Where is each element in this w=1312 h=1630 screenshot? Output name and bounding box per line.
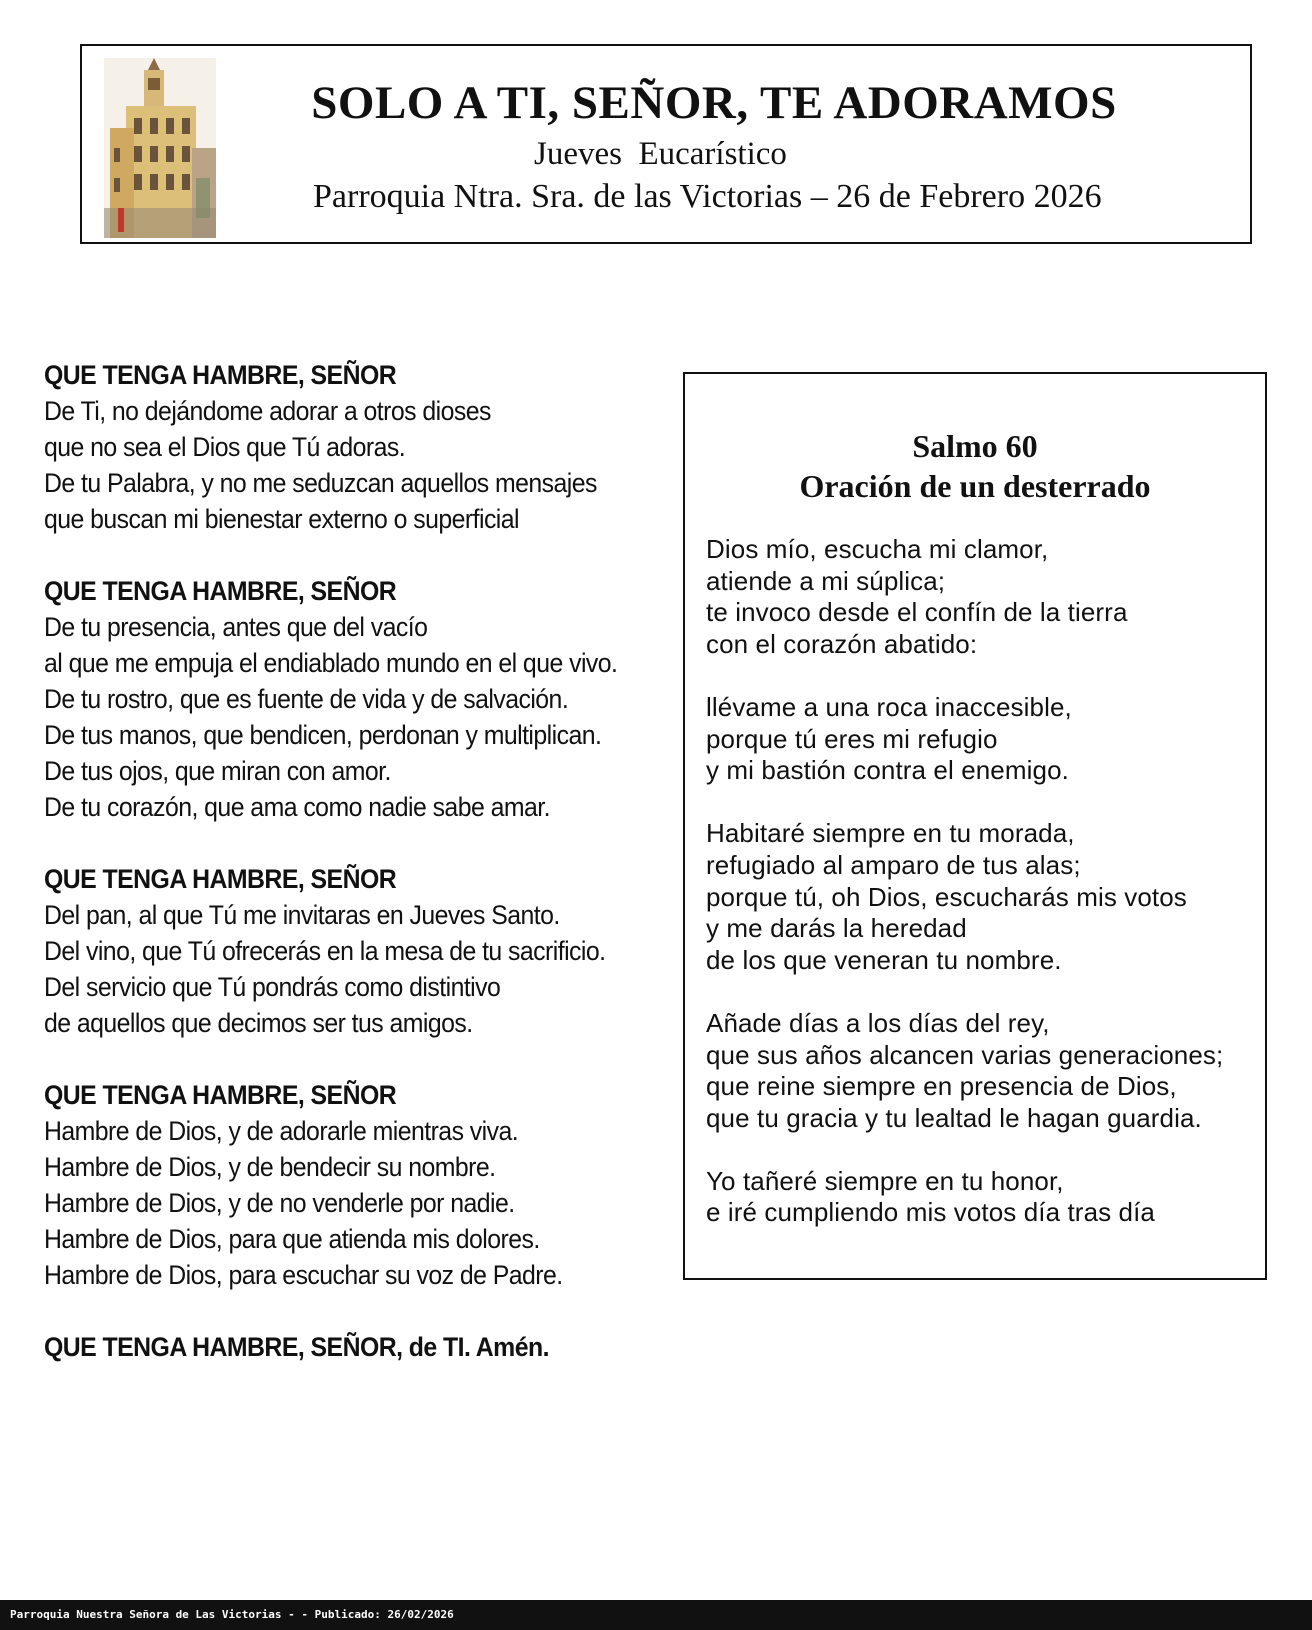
hymn-line: Del pan, al que Tú me invitaras en Jueves Santo. xyxy=(44,900,560,930)
hymn-section xyxy=(44,357,633,1365)
footer-bar: Parroquia Nuestra Señora de Las Victorias - - Publicado: 26/02/2026 xyxy=(0,1600,1312,1630)
hymn-line: De tus ojos, que miran con amor. xyxy=(44,756,391,786)
psalm-stanza xyxy=(706,1008,1265,1134)
psalm-line: e iré cumpliendo mis votos día tras día xyxy=(706,1197,1155,1228)
hymn-line: De tu presencia, antes que del vacío xyxy=(44,612,428,642)
psalm-line: con el corazón abatido: xyxy=(706,628,978,659)
psalm-line: Yo tañeré siempre en tu honor, xyxy=(706,1165,1064,1196)
hymn-line: de aquellos que decimos ser tus amigos. xyxy=(44,1008,473,1038)
hymn-line: De tus manos, que bendicen, perdonan y multiplican. xyxy=(44,720,602,750)
hymn-line: De Ti, no dejándome adorar a otros dioses xyxy=(44,396,491,426)
hymn-line: Hambre de Dios, y de bendecir su nombre. xyxy=(44,1152,496,1182)
psalm-line: de los que veneran tu nombre. xyxy=(706,944,1062,975)
psalm-stanza xyxy=(706,1166,1265,1229)
psalm-line: refugiado al amparo de tus alas; xyxy=(706,849,1081,880)
hymn-stanza xyxy=(44,1077,633,1293)
hymn-line: De tu rostro, que es fuente de vida y de salvación. xyxy=(44,684,569,714)
stanza-heading: QUE TENGA HAMBRE, SEÑOR xyxy=(44,360,397,390)
hymn-line: De tu Palabra, y no me seduzcan aquellos mensajes xyxy=(44,468,597,498)
psalm-line: porque tú, oh Dios, escucharás mis votos xyxy=(706,881,1187,912)
psalm-number: Salmo 60 xyxy=(912,428,1038,464)
hymn-line: Del vino, que Tú ofrecerás en la mesa de tu sacrificio. xyxy=(44,936,606,966)
psalm-stanza xyxy=(706,818,1265,976)
page-subtitle: Jueves Eucarístico xyxy=(534,136,787,172)
hymn-line: Del servicio que Tú pondrás como distintivo xyxy=(44,972,501,1002)
stanza-heading: QUE TENGA HAMBRE, SEÑOR xyxy=(44,864,397,894)
psalm-line: que reine siempre en presencia de Dios, xyxy=(706,1071,1177,1102)
hymn-line: Hambre de Dios, y de adorarle mientras viva. xyxy=(44,1116,519,1146)
hymn-line: que buscan mi bienestar externo o superficial xyxy=(44,504,520,534)
psalm-line: porque tú eres mi refugio xyxy=(706,723,998,754)
hymn-line: Hambre de Dios, y de no venderle por nadie. xyxy=(44,1188,515,1218)
psalm-subtitle: Oración de un desterrado xyxy=(799,468,1151,504)
parish-date-line: Parroquia Ntra. Sra. de las Victorias – 26 de Febrero 2026 xyxy=(313,178,1102,215)
page-title: SOLO A TI, SEÑOR, TE ADORAMOS xyxy=(311,77,1117,129)
header-box xyxy=(80,44,1252,244)
hymn-closing: QUE TENGA HAMBRE, SEÑOR, de TI. Amén. xyxy=(44,1332,549,1362)
hymn-line: al que me empuja el endiablado mundo en el que vivo. xyxy=(44,648,618,678)
psalm-stanza xyxy=(706,692,1265,787)
stanza-heading: QUE TENGA HAMBRE, SEÑOR xyxy=(44,1080,397,1110)
psalm-line: Dios mío, escucha mi clamor, xyxy=(706,534,1049,564)
hymn-stanza xyxy=(44,573,633,825)
psalm-line: y me darás la heredad xyxy=(706,913,967,944)
psalm-stanza xyxy=(706,534,1265,660)
hymn-stanza xyxy=(44,357,633,537)
hymn-line: Hambre de Dios, para que atienda mis dolores. xyxy=(44,1224,540,1254)
psalm-line: llévame a una roca inaccesible, xyxy=(706,691,1072,722)
hymn-line: De tu corazón, que ama como nadie sabe amar. xyxy=(44,792,550,822)
hymn-line: Hambre de Dios, para escuchar su voz de Padre. xyxy=(44,1260,563,1290)
psalm-line: te invoco desde el confín de la tierra xyxy=(706,597,1128,628)
hymn-line: que no sea el Dios que Tú adoras. xyxy=(44,432,406,462)
psalm-line: atiende a mi súplica; xyxy=(706,565,946,596)
psalm-box xyxy=(683,372,1267,1280)
hymn-stanza xyxy=(44,861,633,1041)
psalm-line: que sus años alcancen varias generaciones; xyxy=(706,1039,1224,1070)
psalm-line: Habitaré siempre en tu morada, xyxy=(706,818,1075,849)
psalm-line: Añade días a los días del rey, xyxy=(706,1007,1050,1038)
psalm-title xyxy=(685,426,1265,506)
psalm-line: y mi bastión contra el enemigo. xyxy=(706,755,1069,786)
psalm-line: que tu gracia y tu lealtad le hagan guardia. xyxy=(706,1102,1202,1133)
psalm-body xyxy=(706,534,1265,1229)
stanza-heading: QUE TENGA HAMBRE, SEÑOR xyxy=(44,576,397,606)
